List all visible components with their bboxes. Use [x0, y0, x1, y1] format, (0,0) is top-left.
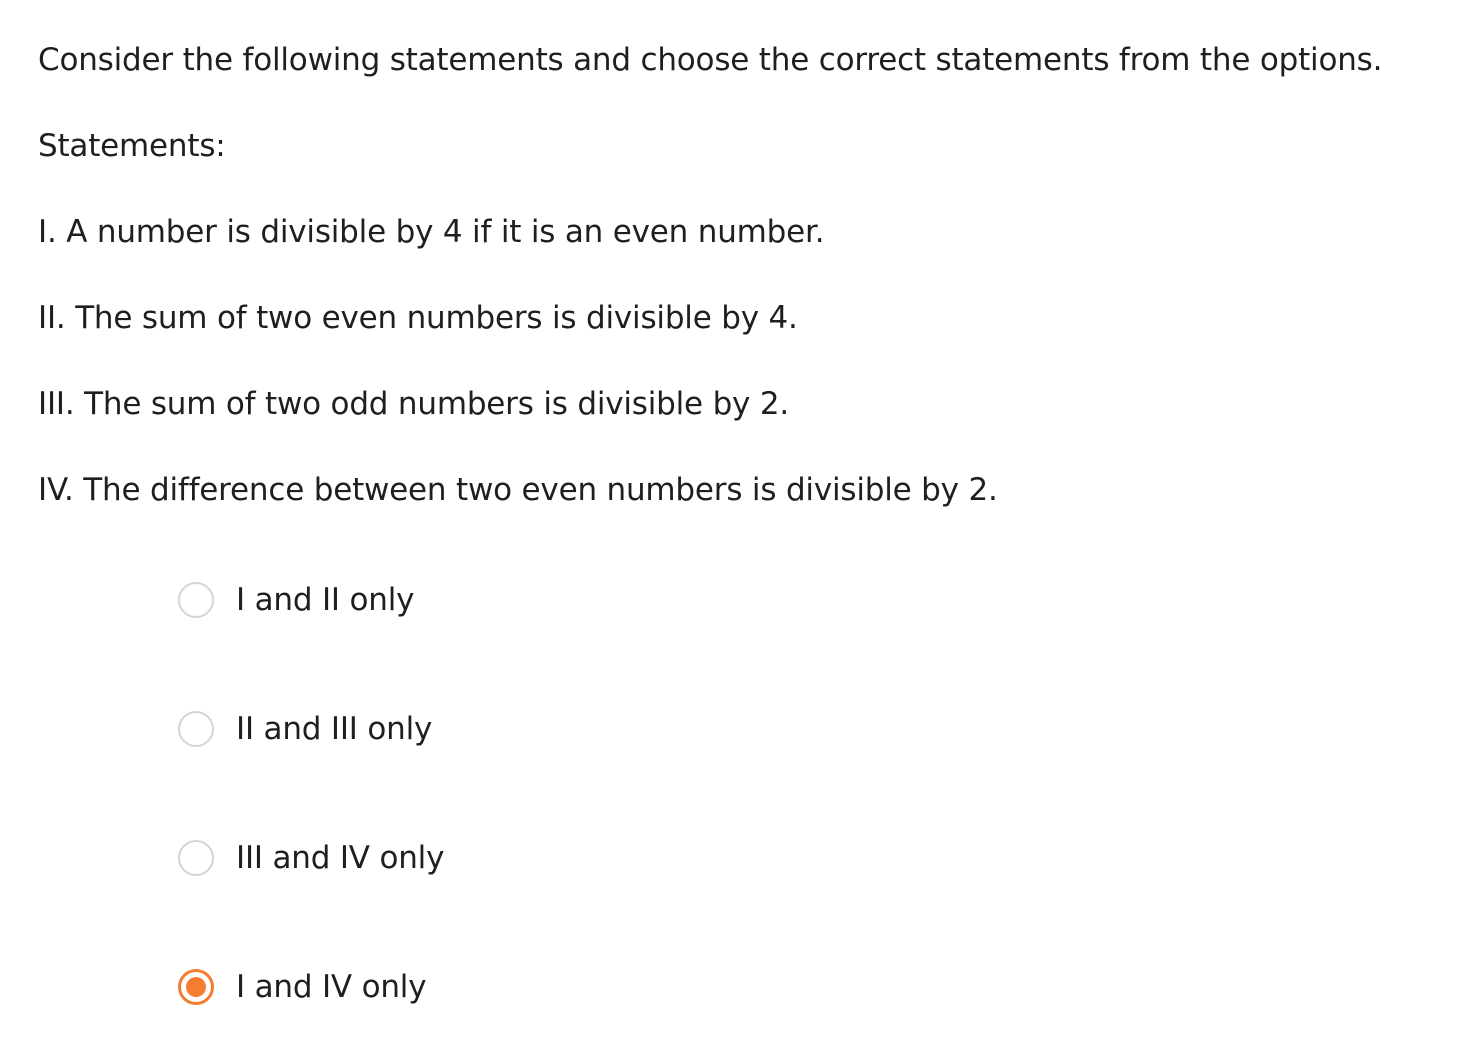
option-label: I and IV only: [236, 969, 427, 1005]
radio-dot: [186, 977, 206, 997]
statements-heading: Statements:: [38, 128, 226, 164]
option-label: III and IV only: [236, 840, 445, 876]
option-1[interactable]: [178, 580, 414, 620]
radio-button[interactable]: [178, 711, 214, 747]
radio-button[interactable]: [178, 582, 214, 618]
option-2[interactable]: [178, 709, 432, 749]
radio-button[interactable]: [178, 969, 214, 1005]
option-label: II and III only: [236, 711, 433, 747]
radio-dot: [186, 590, 206, 610]
option-label: I and II only: [236, 582, 415, 618]
radio-dot: [186, 848, 206, 868]
option-4[interactable]: [178, 967, 426, 1007]
statement-3: III. The sum of two odd numbers is divisible by 2.: [38, 386, 790, 422]
statement-1: I. A number is divisible by 4 if it is an even number.: [38, 214, 825, 250]
statement-4: IV. The difference between two even numbers is divisible by 2.: [38, 472, 998, 508]
radio-button[interactable]: [178, 840, 214, 876]
question-prompt: Consider the following statements and choose the correct statements from the options.: [38, 42, 1383, 78]
statement-2: II. The sum of two even numbers is divisible by 4.: [38, 300, 798, 336]
option-3[interactable]: [178, 838, 444, 878]
radio-dot: [186, 719, 206, 739]
